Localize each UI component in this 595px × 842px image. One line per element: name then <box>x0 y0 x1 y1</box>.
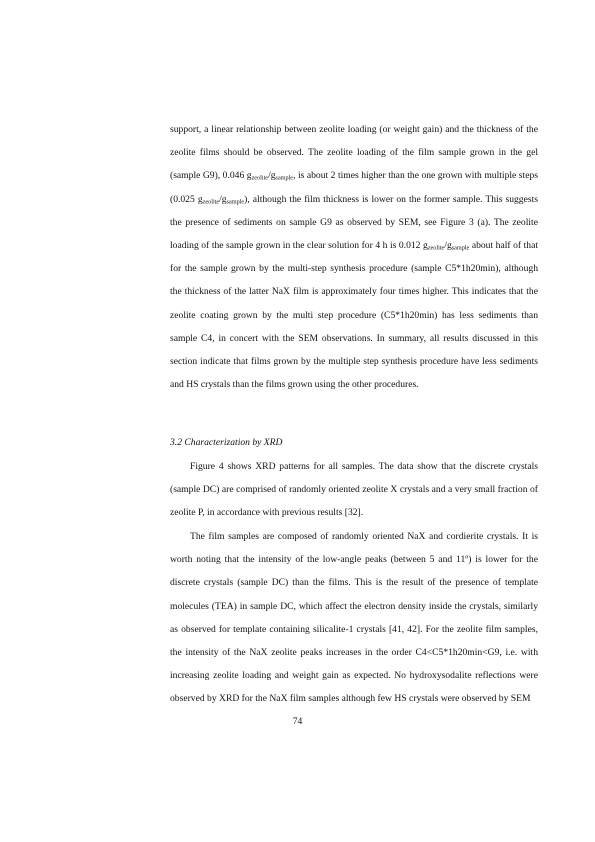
paragraph-text <box>170 118 538 396</box>
text-run: /g <box>268 170 276 182</box>
subscript-zeolite: zeolite <box>251 174 269 182</box>
subscript-zeolite: zeolite <box>202 198 220 206</box>
subscript-sample: sample <box>451 244 470 252</box>
subscript-zeolite: zeolite <box>427 244 445 252</box>
page-number: 74 <box>292 716 303 727</box>
text-run: , is about 2 times higher than the one grown with multiple steps (0.025 g <box>170 170 538 205</box>
body-paragraph <box>170 525 538 711</box>
text-run: /g <box>444 240 452 252</box>
subscript-sample: sample <box>226 198 245 206</box>
body-paragraph <box>170 118 538 396</box>
text-run: ), although the film thickness is lower on the former sample. This suggests the presence of sediments on sample G9 as observed by SEM, see Figure 3 (a). The zeolite loading of the sample grown in the clear solution for 4 h is 0.012 g <box>170 193 538 252</box>
text-run: /g <box>219 193 227 205</box>
paragraph-text: The film samples are composed of randomly oriented NaX and cordierite crystals. It is worth noting that the intensity of the low-angle peaks (between 5 and 11º) is lower for the discrete crystals (sample DC) than the films. This is the result of the presence of template molecules (TEA) in sample DC, which affect the electron density inside the crystals, similarly as observed for template containing silicalite-1 crystals [41, 42]. For the zeolite film samples, the intensity of the NaX zeolite peaks increases in the order C4<C5*1h20min<G9, i.e. with increasing zeolite loading and weight gain as expected. No hydroxysodalite reflections were observed by XRD for the NaX film samples although few HS crystals were observed by SEM <box>170 531 538 705</box>
body-paragraph <box>170 455 538 525</box>
subscript-sample: sample <box>275 174 294 182</box>
paragraph-text: Figure 4 shows XRD patterns for all samples. The data show that the discrete crystals (sample DC) are comprised of randomly oriented zeolite X crystals and a very small fraction of zeolite P, in accordance with previous results [32]. <box>170 461 538 519</box>
text-run: about half of that for the sample grown by the multi-step synthesis procedure (sample C5*1h20min), although the thickness of the latter NaX film is approximately four times higher. This indicates that the zeolite coating grown by the multi step procedure (C5*1h20min) has less sediments than sample C4, in concert with the SEM observations. In summary, all results discussed in this section indicate that films grown by the multiple step synthesis procedure have less sediments and HS crystals than the films grown using the other procedures. <box>170 240 538 391</box>
text-run: support, a linear relationship between zeolite loading (or weight gain) and the thickness of the zeolite films should be observed. The zeolite loading of the film sample grown in the gel (sample G9), 0.046 g <box>170 124 538 182</box>
section-heading: 3.2 Characterization by XRD <box>170 437 283 448</box>
